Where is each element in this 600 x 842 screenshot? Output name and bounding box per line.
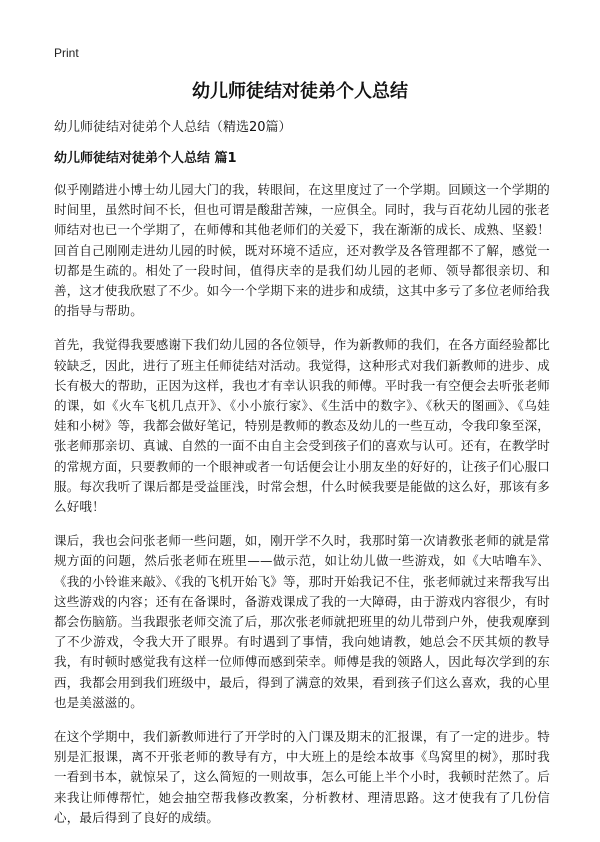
- paragraph: 课后，我也会问张老师一些问题，如，刚开学不久时，我那时第一次请教张老师的就是常规方面的问题，然后张老师在班里——做示范，如让幼儿做一些游戏，如《大咕噜车》、《我的小铃谁来敲》、《我的飞机开始飞》等，那时开始我记不住，张老师就过来帮我写出这些游戏的内容；还有在备课时，备游戏课成了我的一大障碍，由于游戏内容很少，有时都会伤脑筋。当我跟张老师交流了后，那次张老师就把班里的幼儿带到户外，使我观摩到了不少游戏，令我大开了眼界。有时遇到了事情，我向她请教，她总会不厌其烦的教导我，有时顿时感觉我有这样一位师傅而感到荣幸。师傅是我的领路人，因此每次学到的东西，我都会用到我们班级中，最后，得到了满意的效果，看到孩子们这么喜欢，我的心里也是美滋滋的。: [54, 533, 550, 710]
- article-body: [54, 180, 550, 842]
- paragraph: 似乎刚踏进小博士幼儿园大门的我，转眼间，在这里度过了一个学期。回顾这一个学期的时间里，虽然时间不长，但也可谓是酸甜苦辣，一应俱全。同时，我与百花幼儿园的张老师结对也已一个学期了，在师傅和其他老师们的关爱下，我在渐渐的成长、成熟、坚毅！回首自己刚刚走进幼儿园的时候，既对环境不适应，还对教学及各管理都不了解，感觉一切都是生疏的。相处了一段时间，值得庆幸的是我们幼儿园的老师、领导都很亲切、和善，这才使我欣慰了不少。如今一个学期下来的进步和成绩，这其中多亏了多位老师给我的指导与帮助。: [54, 182, 550, 319]
- paragraph: 首先，我觉得我要感谢下我们幼儿园的各位领导，作为新教师的我们，在各方面经验都比较缺乏，因此，进行了班主任师徒结对活动。我觉得，这种形式对我们新教师的进步、成长有极大的帮助，正因为这样，我也才有幸认识我的师傅。平时我一有空便会去听张老师的课，如《火车飞机几点开》、《小小旅行家》、《生活中的数字》、《秋天的图画》、《乌娃娃和小树》等，我都会做好笔记，特别是教师的教态及幼儿的一些互动，令我印象至深，张老师那亲切、真诚、自然的一面不由自主会受到孩子们的喜欢与认可。还有，在教学时的常规方面，只要教师的一个眼神或者一句话便会让小朋友坐的好好的，让孩子们心服口服。每次我听了课后都是受益匪浅，时常会想，什么时候我要是能做的这么好，那该有多么好哦！: [54, 337, 550, 515]
- paragraph: 在这个学期中，我们新教师进行了开学时的入门课及期末的汇报课，有了一定的进步。特别是汇报课，离不开张老师的教导有方，中大班上的是绘本故事《鸟窝里的树》，那时我一看到书本，就惊呆了，这么简短的一则故事，怎么可能上半个小时，我顿时茫然了。后来我让师傅帮忙，她会抽空帮我修改教案，分析教材、理清思路。这才使我有了几份信心，最后得到了良好的成绩。: [54, 729, 550, 825]
- print-link[interactable]: Print: [54, 46, 79, 60]
- document-title: 幼儿师徒结对徒弟个人总结: [192, 81, 408, 102]
- document-subtitle: 幼儿师徒结对徒弟个人总结（精选20篇）: [54, 120, 292, 135]
- section-heading: 幼儿师徒结对徒弟个人总结 篇1: [54, 151, 237, 166]
